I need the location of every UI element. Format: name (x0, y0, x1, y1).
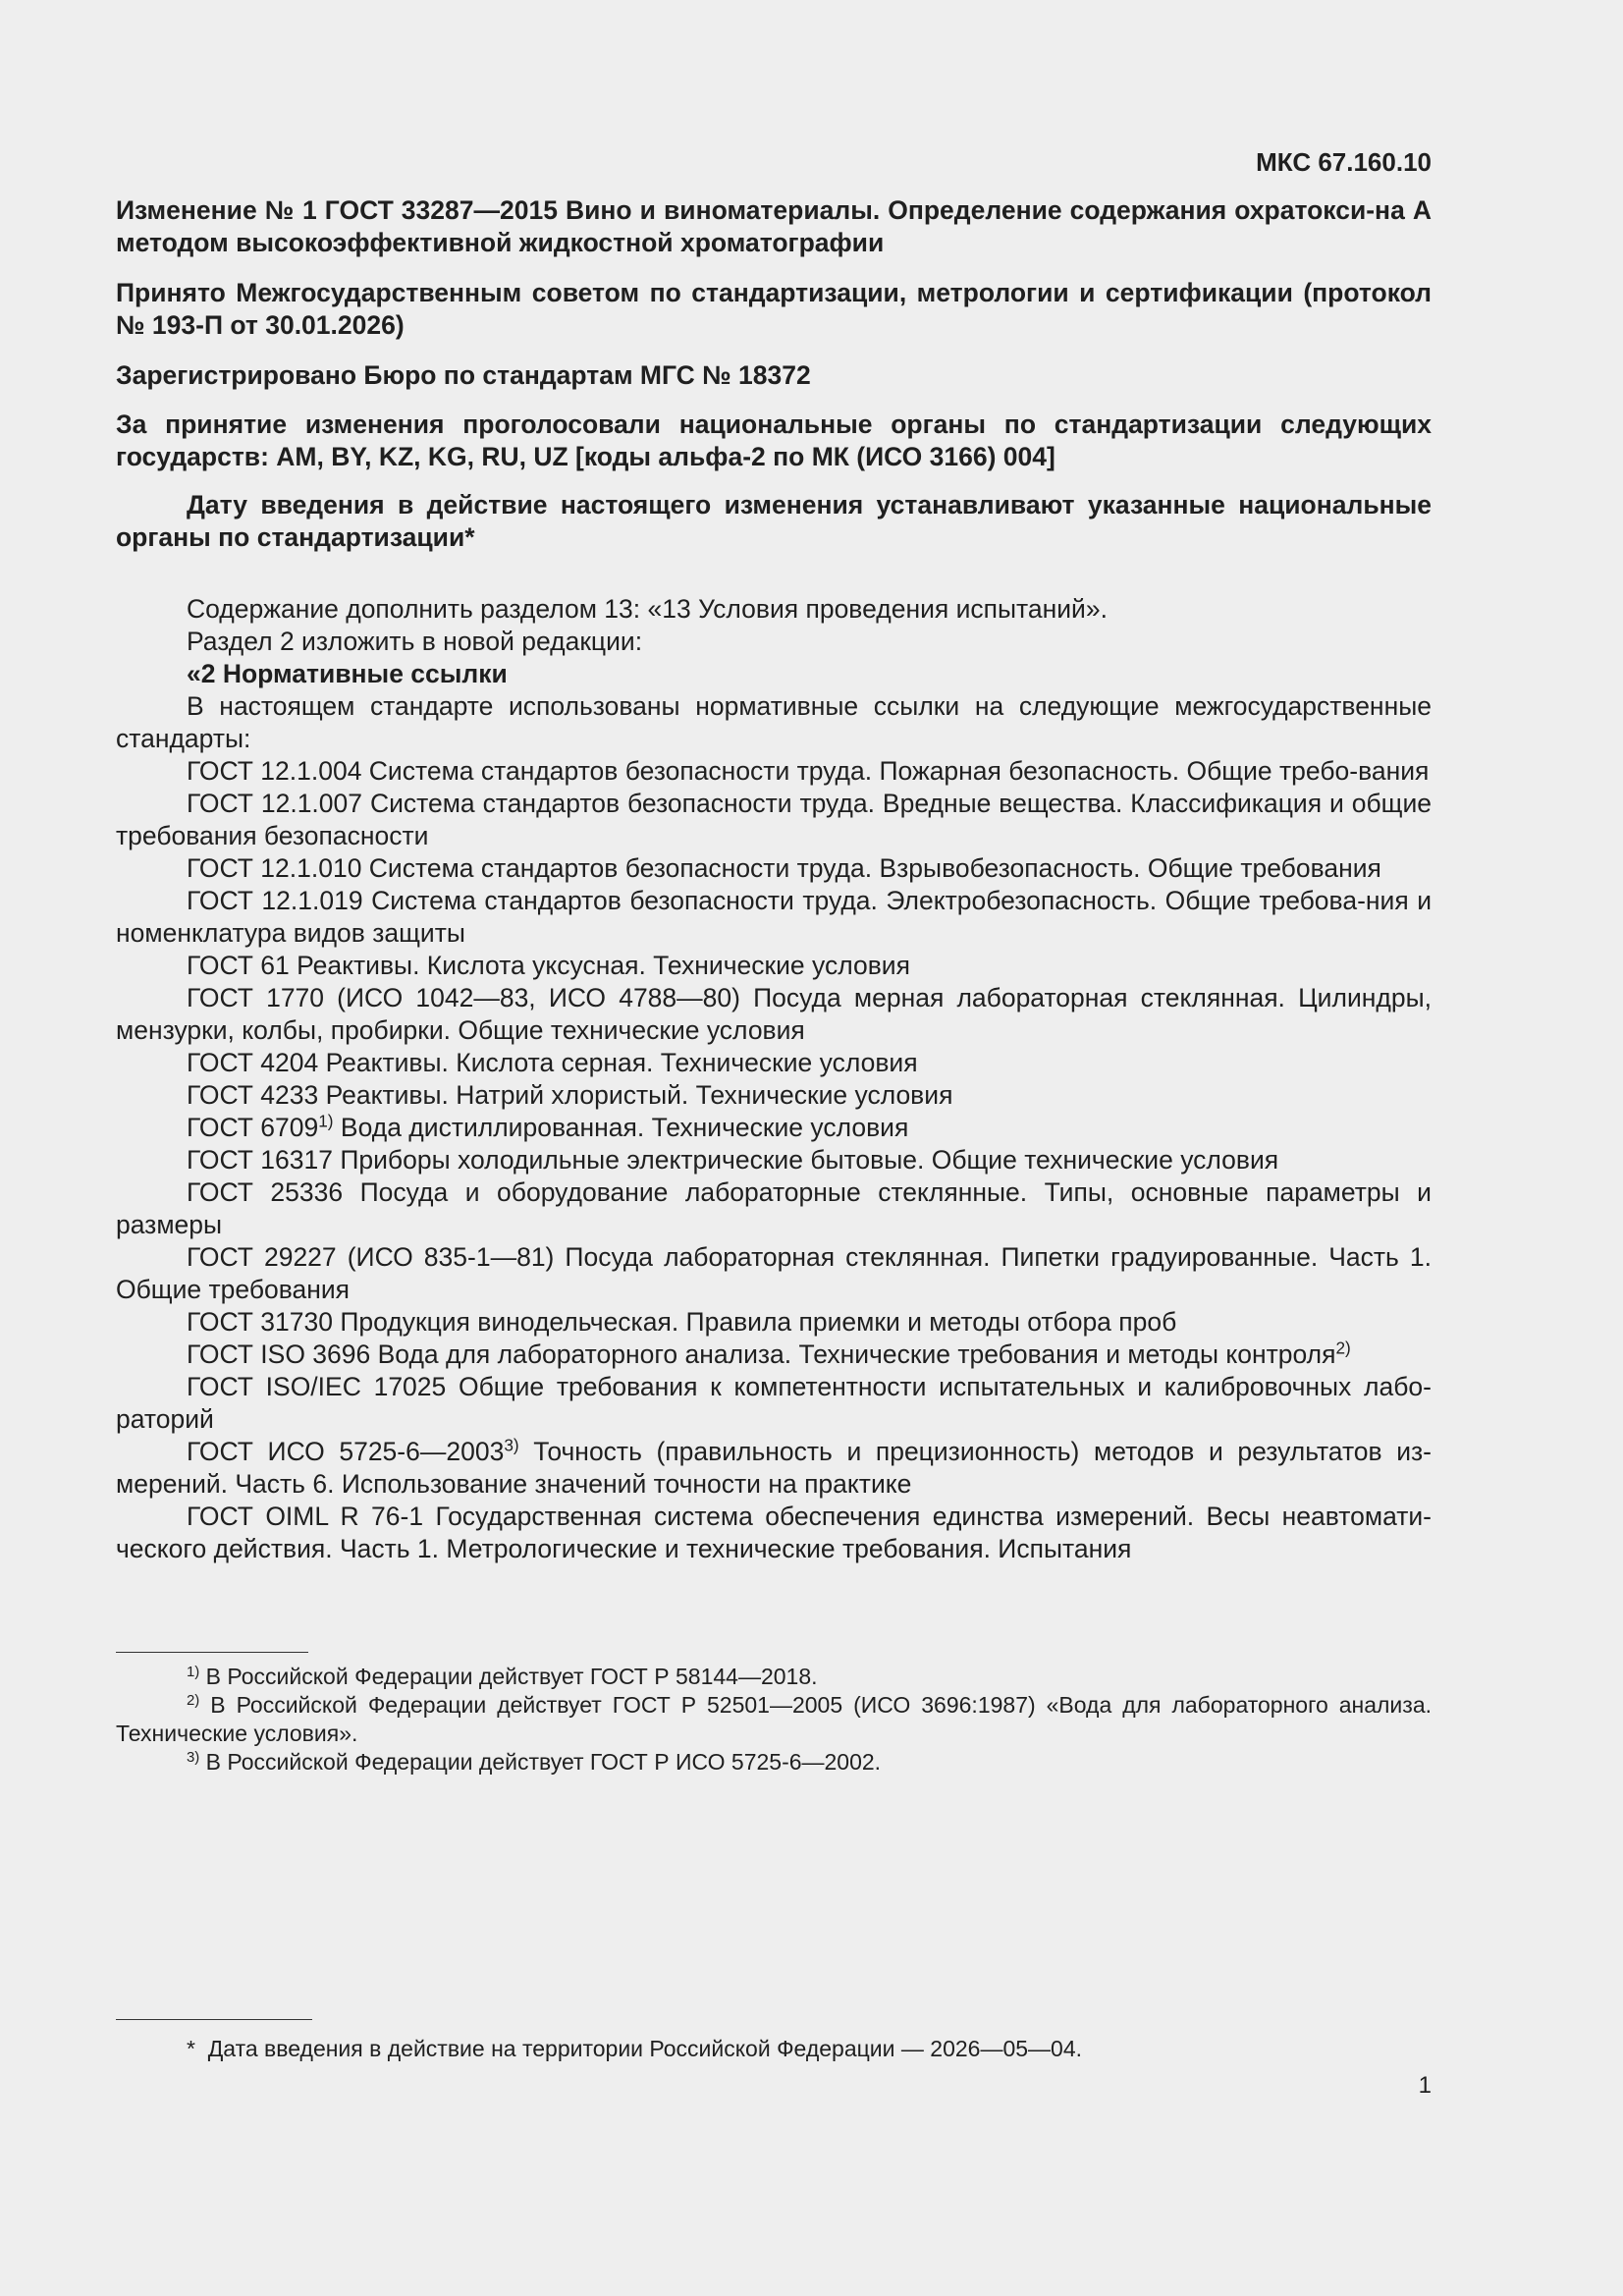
section-intro: В настоящем стандарте использованы нормативные ссылки на следующие межгосударственные стандарты: (116, 691, 1432, 753)
footnote-mark: 3) (187, 1748, 200, 1766)
footnote-ref-mark: 2) (1335, 1338, 1351, 1358)
reference-text: ГОСТ 6709 (187, 1113, 319, 1142)
reference-item (116, 1436, 1432, 1501)
reference-text: Точность (правильность и прецизионность) методов и результатов из-мерений. Часть 6. Использование значений точности на практике (116, 1437, 1432, 1499)
effective-date-statement: Дату введения в действие настоящего изменения устанавливают указанные национальные органы по стандартизации* (116, 490, 1432, 552)
asterisk-note-text: Дата введения в действие на территории Российской Федерации — 2026—05—04. (207, 2036, 1083, 2061)
reference-item: ГОСТ 31730 Продукция винодельческая. Правила приемки и методы отбора проб (187, 1307, 1177, 1337)
reference-text: Вода дистиллированная. Технические условия (333, 1113, 909, 1142)
footnotes (116, 1663, 1432, 1777)
footnote-ref-mark: 3) (504, 1435, 519, 1455)
section-heading: «2 Нормативные ссылки (187, 659, 508, 688)
asterisk-mark: * (187, 2036, 195, 2061)
reference-item: ГОСТ 1770 (ИСО 1042—83, ИСО 4788—80) Посуда мерная лабораторная стеклянная. Цилиндры, мензурки, колбы, пробирки. Общие технические условия (116, 983, 1432, 1045)
footnote (116, 1691, 1432, 1748)
change-title: Изменение № 1 ГОСТ 33287—2015 Вино и виноматериалы. Определение содержания охратокси-на А методом высокоэффективной жидкостной хроматографии (116, 195, 1432, 257)
reference-item: ГОСТ 12.1.007 Система стандартов безопасности труда. Вредные вещества. Классификация и общие требования безопасности (116, 789, 1432, 850)
reference-item (116, 1339, 1432, 1371)
reference-item: ГОСТ 4204 Реактивы. Кислота серная. Технические условия (187, 1048, 918, 1077)
footnote-mark: 2) (187, 1691, 200, 1709)
registration-statement: Зарегистрировано Бюро по стандартам МГС № 18372 (116, 360, 811, 390)
amendment-paragraph: Раздел 2 изложить в новой редакции: (187, 627, 643, 656)
footnote (116, 1748, 1432, 1777)
reference-item: ГОСТ OIML R 76-1 Государственная система обеспечения единства измерений. Весы неавтомати-ческого действия. Часть 1. Метрологические и технические требования. Испытания (116, 1502, 1432, 1563)
mks-code: МКС 67.160.10 (1256, 147, 1432, 177)
footnote-text: В Российской Федерации действует ГОСТ Р 58144—2018. (199, 1664, 818, 1689)
footnote-text: В Российской Федерации действует ГОСТ Р 52501—2005 (ИСО 3696:1987) «Вода для лабораторного анализа. Технические условия». (116, 1692, 1432, 1746)
normative-references-list (116, 755, 1432, 1565)
reference-item: ГОСТ 29227 (ИСО 835-1—81) Посуда лабораторная стеклянная. Пипетки градуированные. Часть 1. Общие требования (116, 1242, 1432, 1304)
footnote-ref-mark: 1) (318, 1111, 334, 1131)
reference-text: ГОСТ ISO 3696 Вода для лабораторного анализа. Технические требования и методы контроля (187, 1339, 1336, 1369)
page-number: 1 (1418, 2072, 1432, 2099)
footnote-divider (116, 1652, 308, 1653)
reference-item: ГОСТ 4233 Реактивы. Натрий хлористый. Технические условия (187, 1080, 953, 1110)
voted-statement: За принятие изменения проголосовали национальные органы по стандартизации следующих государств: AM, BY, KZ, KG, RU, UZ [коды альфа-2 по МК (ИСО 3166) 004] (116, 410, 1432, 471)
amendment-paragraph: Содержание дополнить разделом 13: «13 Условия проведения испытаний». (187, 594, 1108, 624)
reference-item: ГОСТ 61 Реактивы. Кислота уксусная. Технические условия (187, 951, 910, 980)
adopted-statement: Принято Межгосударственным советом по стандартизации, метрологии и сертификации (протокол № 193-П от 30.01.2026) (116, 278, 1432, 340)
asterisk-note (116, 2035, 1432, 2063)
footnote-text: В Российской Федерации действует ГОСТ Р ИСО 5725-6—2002. (199, 1749, 882, 1775)
asterisk-note-divider (116, 2019, 312, 2020)
reference-text: ГОСТ ИСО 5725-6—2003 (187, 1437, 505, 1466)
amendment-body (116, 593, 1432, 1565)
reference-item: ГОСТ ISO/IEC 17025 Общие требования к компетентности испытательных и калибровочных лабо-раторий (116, 1372, 1432, 1434)
footnote-mark: 1) (187, 1663, 200, 1680)
reference-item: ГОСТ 12.1.019 Система стандартов безопасности труда. Электробезопасность. Общие требова-ния и номенклатура видов защиты (116, 886, 1432, 948)
reference-item: ГОСТ 25336 Посуда и оборудование лабораторные стеклянные. Типы, основные параметры и размеры (116, 1177, 1432, 1239)
reference-item: ГОСТ 12.1.010 Система стандартов безопасности труда. Взрывобезопасность. Общие требования (187, 853, 1381, 883)
footnote (116, 1663, 1432, 1691)
reference-item: ГОСТ 16317 Приборы холодильные электрические бытовые. Общие технические условия (187, 1145, 1279, 1175)
reference-item (116, 1112, 1432, 1144)
reference-item: ГОСТ 12.1.004 Система стандартов безопасности труда. Пожарная безопасность. Общие требо-вания (187, 756, 1430, 786)
